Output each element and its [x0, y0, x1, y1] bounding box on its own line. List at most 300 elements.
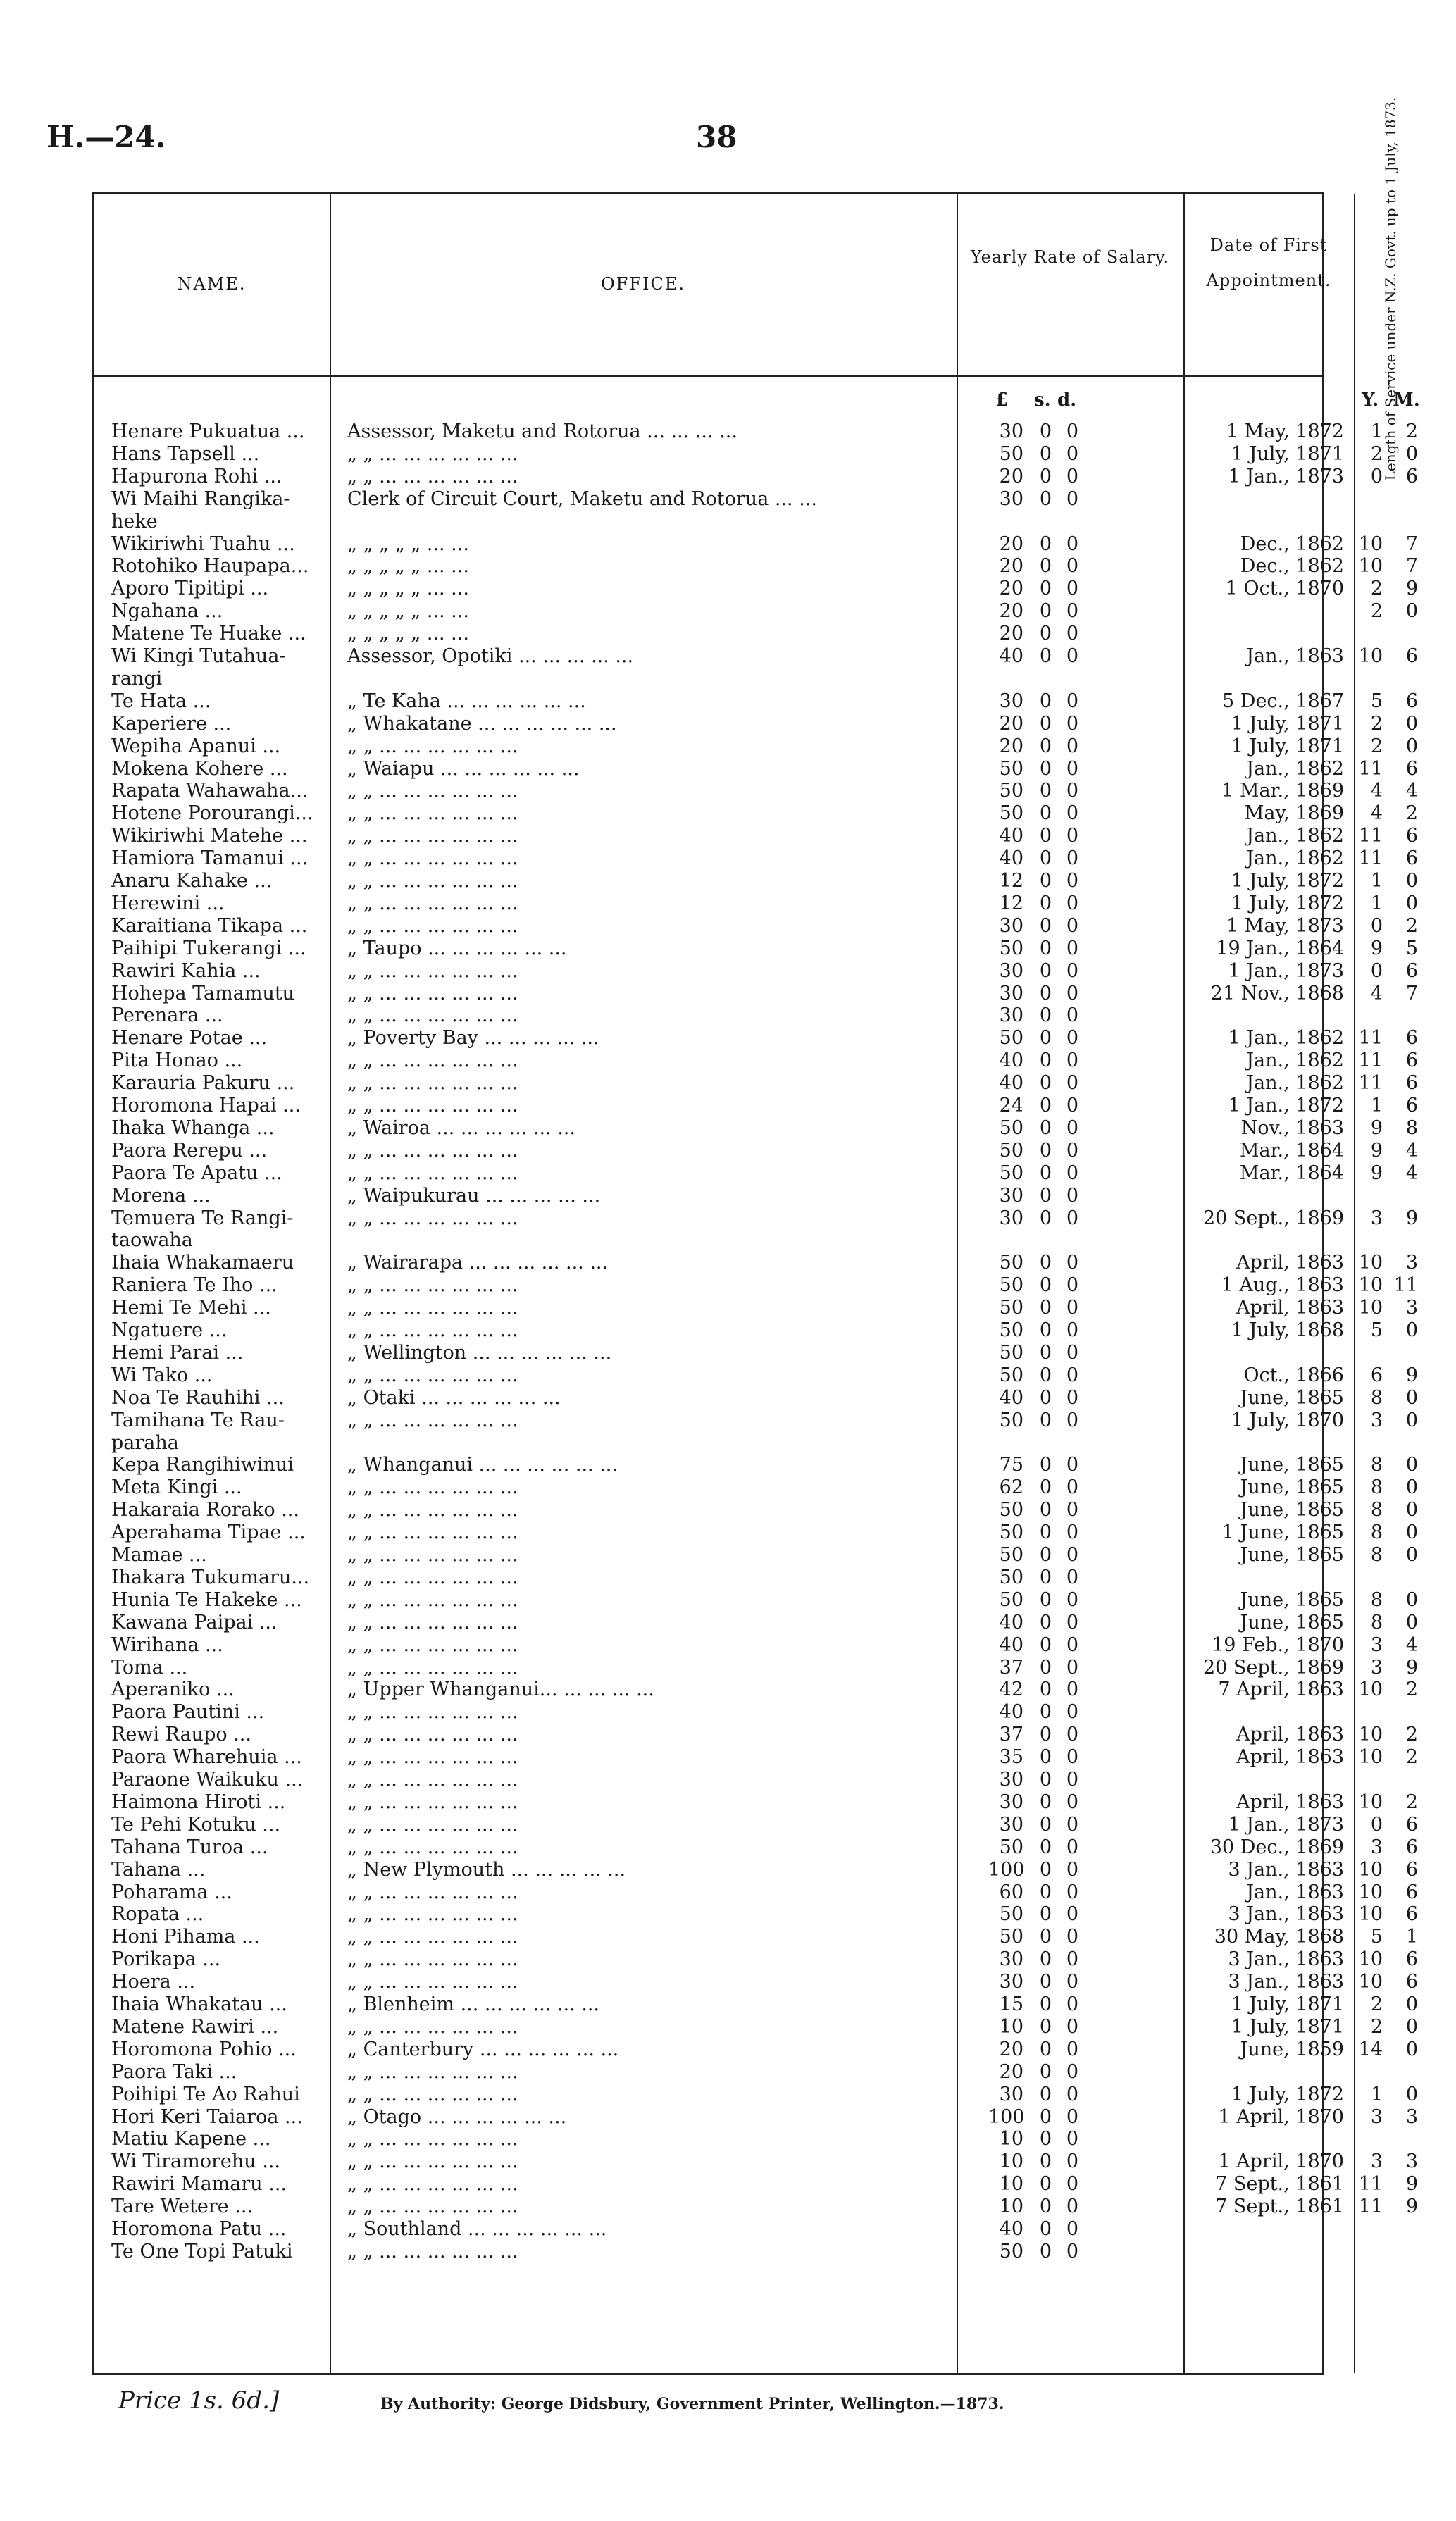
row-name: Tahana ... — [111, 1858, 206, 1881]
row-service-months: 0 — [1405, 1544, 1418, 1566]
unit-pounds: £ — [995, 390, 1009, 411]
row-name: Ihaia Whakatau ... — [111, 1993, 287, 2015]
row-salary-pence: 0 — [1066, 1454, 1078, 1476]
row-salary-pounds: 15 — [999, 1993, 1023, 2015]
row-salary-pence: 0 — [1066, 2038, 1078, 2060]
row-office: „ „ ... ... ... ... ... ... — [347, 780, 518, 802]
row-salary-pence: 0 — [1066, 937, 1078, 959]
row-salary-shillings: 0 — [1039, 1724, 1052, 1746]
row-salary-pounds: 30 — [999, 1769, 1023, 1791]
row-name: Ihaka Whanga ... — [111, 1116, 275, 1139]
row-service-months: 6 — [1405, 757, 1418, 780]
row-appointment-date: June, 1865 — [1240, 1544, 1344, 1566]
row-salary-shillings: 0 — [1039, 780, 1052, 802]
row-salary-pence: 0 — [1066, 690, 1078, 712]
row-service-years: 10 — [1358, 1724, 1383, 1746]
row-name: Ngatuere ... — [111, 1319, 228, 1341]
row-office: „ „ ... ... ... ... ... ... — [347, 1903, 518, 1926]
row-office: „ Wellington ... ... ... ... ... ... — [347, 1341, 612, 1364]
row-name: Matene Rawiri ... — [111, 2015, 279, 2038]
row-salary-pounds: 40 — [999, 1386, 1023, 1409]
row-salary-pence: 0 — [1066, 1499, 1078, 1521]
row-salary-pence: 0 — [1066, 1724, 1078, 1746]
row-office: „ „ ... ... ... ... ... ... — [347, 1791, 518, 1813]
row-name: Mamae ... — [111, 1544, 207, 1566]
row-salary-pence: 0 — [1066, 2173, 1078, 2196]
row-office: „ Poverty Bay ... ... ... ... ... — [347, 1027, 599, 1050]
row-service-years: 8 — [1370, 1476, 1383, 1499]
row-appointment-date: Jan., 1862 — [1246, 825, 1344, 847]
row-salary-pence: 0 — [1066, 2015, 1078, 2038]
row-salary-pence: 0 — [1066, 1095, 1078, 1116]
row-service-years: 0 — [1370, 1813, 1383, 1836]
row-office: „ „ ... ... ... ... ... ... — [347, 1409, 518, 1431]
row-salary-shillings: 0 — [1039, 555, 1052, 578]
row-service-months: 9 — [1405, 1207, 1418, 1229]
row-salary-pence: 0 — [1066, 1116, 1078, 1139]
row-office: „ Whakatane ... ... ... ... ... ... — [347, 712, 617, 735]
row-salary-pence: 0 — [1066, 892, 1078, 914]
row-salary-pounds: 50 — [999, 1274, 1023, 1297]
row-office: „ Waiapu ... ... ... ... ... ... — [347, 757, 580, 780]
row-salary-shillings: 0 — [1039, 1319, 1052, 1341]
row-appointment-date: 30 Dec., 1869 — [1209, 1836, 1344, 1858]
row-salary-pence: 0 — [1066, 1004, 1078, 1027]
row-salary-pounds: 30 — [999, 1813, 1023, 1836]
row-salary-shillings: 0 — [1039, 487, 1052, 510]
row-salary-pence: 0 — [1066, 735, 1078, 757]
price-note: Price 1s. 6d.] — [118, 2386, 280, 2415]
row-service-months: 6 — [1405, 690, 1418, 712]
row-service-months: 2 — [1405, 1791, 1418, 1813]
row-name: Hakaraia Rorako ... — [111, 1499, 299, 1521]
unit-months: M. — [1393, 390, 1420, 411]
row-service-months: 0 — [1405, 600, 1418, 623]
row-name: Hamiora Tamanui ... — [111, 847, 309, 870]
row-name: Karauria Pakuru ... — [111, 1072, 295, 1095]
row-name: Tahana Turoa ... — [111, 1836, 268, 1858]
row-name: Anaru Kahake ... — [111, 870, 273, 892]
row-name: Kepa Rangihiwinui — [111, 1454, 294, 1476]
row-service-years: 9 — [1370, 937, 1383, 959]
row-appointment-date: Jan., 1862 — [1246, 757, 1344, 780]
row-salary-pounds: 30 — [999, 1791, 1023, 1813]
row-name: taowaha — [111, 1229, 193, 1252]
row-appointment-date: 5 Dec., 1867 — [1222, 690, 1344, 712]
row-salary-pence: 0 — [1066, 1948, 1078, 1971]
row-name: Wi Tiramorehu ... — [111, 2150, 280, 2173]
row-service-months: 6 — [1405, 1813, 1418, 1836]
row-salary-shillings: 0 — [1039, 1679, 1052, 1701]
row-name: Hori Keri Taiaroa ... — [111, 2105, 303, 2128]
row-salary-pounds: 20 — [999, 712, 1023, 735]
printer-authority: By Authority: George Didsbury, Government Printer, Wellington.—1873. — [380, 2395, 1004, 2413]
row-service-years: 10 — [1358, 1881, 1383, 1903]
row-office: „ Upper Whanganui... ... ... ... ... — [347, 1679, 654, 1701]
row-name: Horomona Hapai ... — [111, 1095, 301, 1116]
row-appointment-date: Jan., 1862 — [1246, 847, 1344, 870]
row-office: „ „ ... ... ... ... ... ... — [347, 982, 518, 1004]
row-name: Paora Te Apatu ... — [111, 1162, 282, 1184]
row-appointment-date: 1 July, 1868 — [1231, 1319, 1344, 1341]
row-salary-pence: 0 — [1066, 1409, 1078, 1431]
row-service-years: 10 — [1358, 555, 1383, 578]
row-salary-pence: 0 — [1066, 2105, 1078, 2128]
row-salary-pence: 0 — [1066, 623, 1078, 645]
row-salary-shillings: 0 — [1039, 2060, 1052, 2083]
row-name: Morena ... — [111, 1184, 211, 1207]
row-name: Hoera ... — [111, 1971, 196, 1993]
row-office: „ „ ... ... ... ... ... ... — [347, 2173, 518, 2196]
row-office: „ „ ... ... ... ... ... ... — [347, 1633, 518, 1656]
row-salary-pence: 0 — [1066, 421, 1078, 442]
row-appointment-date: 21 Nov., 1868 — [1210, 982, 1344, 1004]
row-salary-pounds: 100 — [988, 1858, 1025, 1881]
row-appointment-date: June, 1865 — [1240, 1499, 1344, 1521]
row-name: Wikiriwhi Tuahu ... — [111, 533, 295, 555]
row-service-years: 10 — [1358, 1971, 1383, 1993]
row-appointment-date: 1 Jan., 1873 — [1228, 1813, 1344, 1836]
row-appointment-date: June, 1865 — [1240, 1386, 1344, 1409]
row-salary-pence: 0 — [1066, 2060, 1078, 2083]
row-salary-pounds: 50 — [999, 1409, 1023, 1431]
page-number: 38 — [696, 120, 738, 154]
row-appointment-date: June, 1865 — [1240, 1454, 1344, 1476]
row-service-months: 6 — [1405, 645, 1418, 667]
row-service-years: 8 — [1370, 1454, 1383, 1476]
row-service-years: 0 — [1370, 465, 1383, 487]
row-appointment-date: 3 Jan., 1863 — [1228, 1948, 1344, 1971]
row-name: Herewini ... — [111, 892, 225, 914]
row-appointment-date: Jan., 1863 — [1246, 645, 1344, 667]
row-service-months: 6 — [1405, 1971, 1418, 1993]
row-salary-shillings: 0 — [1039, 578, 1052, 600]
row-salary-pence: 0 — [1066, 2083, 1078, 2105]
row-service-months: 6 — [1405, 847, 1418, 870]
row-office: „ Southland ... ... ... ... ... ... — [347, 2218, 607, 2240]
row-appointment-date: 19 Jan., 1864 — [1216, 937, 1344, 959]
row-name: Paraone Waikuku ... — [111, 1769, 304, 1791]
row-office: „ „ „ „ „ ... ... — [347, 623, 469, 645]
row-name: rangi — [111, 667, 163, 690]
row-salary-pounds: 50 — [999, 1903, 1023, 1926]
row-salary-shillings: 0 — [1039, 1095, 1052, 1116]
row-service-months: 6 — [1405, 959, 1418, 982]
row-name: Ihakara Tukumaru... — [111, 1566, 310, 1588]
row-salary-pence: 0 — [1066, 982, 1078, 1004]
row-office: „ „ ... ... ... ... ... ... — [347, 914, 518, 937]
row-salary-shillings: 0 — [1039, 2128, 1052, 2150]
row-salary-pence: 0 — [1066, 1588, 1078, 1611]
unit-years: Y. — [1362, 390, 1379, 411]
row-service-months: 0 — [1405, 1993, 1418, 2015]
row-salary-shillings: 0 — [1039, 1926, 1052, 1948]
row-salary-shillings: 0 — [1039, 1341, 1052, 1364]
row-service-years: 11 — [1358, 825, 1383, 847]
row-name: Horomona Pohio ... — [111, 2038, 297, 2060]
row-office: „ „ ... ... ... ... ... ... — [347, 2060, 518, 2083]
row-name: Ropata ... — [111, 1903, 204, 1926]
row-salary-pounds: 50 — [999, 1836, 1023, 1858]
row-salary-pounds: 30 — [999, 1207, 1023, 1229]
row-salary-shillings: 0 — [1039, 2196, 1052, 2218]
row-salary-pence: 0 — [1066, 1184, 1078, 1207]
row-service-years: 8 — [1370, 1544, 1383, 1566]
row-appointment-date: 1 May, 1872 — [1226, 421, 1344, 442]
row-office: „ „ ... ... ... ... ... ... — [347, 1948, 518, 1971]
row-salary-pounds: 40 — [999, 2218, 1023, 2240]
row-service-months: 6 — [1405, 1050, 1418, 1072]
row-salary-pence: 0 — [1066, 465, 1078, 487]
row-office: „ „ ... ... ... ... ... ... — [347, 847, 518, 870]
row-name: Te One Topi Patuki — [111, 2240, 293, 2262]
row-name: Tare Wetere ... — [111, 2196, 254, 2218]
row-salary-shillings: 0 — [1039, 982, 1052, 1004]
row-salary-shillings: 0 — [1039, 2150, 1052, 2173]
row-appointment-date: 20 Sept., 1869 — [1202, 1656, 1344, 1679]
row-name: Ihaia Whakamaeru — [111, 1252, 294, 1274]
row-appointment-date: April, 1863 — [1236, 1252, 1344, 1274]
row-office: „ „ ... ... ... ... ... ... — [347, 1566, 518, 1588]
row-salary-pounds: 30 — [999, 982, 1023, 1004]
row-salary-pounds: 50 — [999, 1926, 1023, 1948]
row-appointment-date: 1 Mar., 1869 — [1221, 780, 1344, 802]
row-salary-pounds: 50 — [999, 1521, 1023, 1544]
row-name: Porikapa ... — [111, 1948, 221, 1971]
row-appointment-date: 1 July, 1871 — [1231, 712, 1344, 735]
row-salary-shillings: 0 — [1039, 1072, 1052, 1095]
row-office: „ Taupo ... ... ... ... ... ... — [347, 937, 567, 959]
row-salary-shillings: 0 — [1039, 1971, 1052, 1993]
row-salary-pounds: 50 — [999, 937, 1023, 959]
row-service-years: 9 — [1370, 1116, 1383, 1139]
row-office: „ Waipukurau ... ... ... ... ... — [347, 1184, 601, 1207]
row-name: Temuera Te Rangi- — [111, 1207, 294, 1229]
row-salary-pounds: 30 — [999, 914, 1023, 937]
row-salary-shillings: 0 — [1039, 937, 1052, 959]
row-salary-pence: 0 — [1066, 1791, 1078, 1813]
row-service-months: 1 — [1405, 1926, 1418, 1948]
row-salary-shillings: 0 — [1039, 1633, 1052, 1656]
row-office: „ „ ... ... ... ... ... ... — [347, 1476, 518, 1499]
row-salary-pence: 0 — [1066, 2196, 1078, 2218]
row-salary-pence: 0 — [1066, 1769, 1078, 1791]
row-service-years: 1 — [1370, 2083, 1383, 2105]
row-service-years: 11 — [1358, 757, 1383, 780]
row-appointment-date: April, 1863 — [1236, 1297, 1344, 1319]
row-appointment-date: 1 April, 1870 — [1218, 2150, 1344, 2173]
row-office: „ „ „ „ „ ... ... — [347, 555, 469, 578]
row-office: „ „ ... ... ... ... ... ... — [347, 1724, 518, 1746]
row-salary-pence: 0 — [1066, 1027, 1078, 1050]
header-ref: H.—24. — [46, 120, 166, 154]
row-appointment-date: May, 1869 — [1244, 802, 1344, 825]
row-service-years: 10 — [1358, 1746, 1383, 1769]
row-service-years: 2 — [1370, 600, 1383, 623]
row-service-months: 6 — [1405, 465, 1418, 487]
row-salary-shillings: 0 — [1039, 1791, 1052, 1813]
row-appointment-date: Oct., 1866 — [1243, 1364, 1344, 1386]
row-name: Wepiha Apanui ... — [111, 735, 281, 757]
row-service-years: 4 — [1370, 982, 1383, 1004]
row-salary-shillings: 0 — [1039, 442, 1052, 465]
row-salary-pence: 0 — [1066, 1319, 1078, 1341]
row-service-years: 10 — [1358, 1903, 1383, 1926]
row-salary-pence: 0 — [1066, 2128, 1078, 2150]
row-service-years: 2 — [1370, 578, 1383, 600]
row-salary-pounds: 50 — [999, 1364, 1023, 1386]
row-salary-pounds: 40 — [999, 1633, 1023, 1656]
row-salary-shillings: 0 — [1039, 2218, 1052, 2240]
row-service-months: 3 — [1405, 1252, 1418, 1274]
row-service-years: 2 — [1370, 1993, 1383, 2015]
row-service-years: 11 — [1358, 1050, 1383, 1072]
row-office: „ „ ... ... ... ... ... ... — [347, 2196, 518, 2218]
row-name: Hunia Te Hakeke ... — [111, 1588, 302, 1611]
row-appointment-date: Dec., 1862 — [1240, 555, 1344, 578]
row-salary-shillings: 0 — [1039, 1993, 1052, 2015]
row-salary-pounds: 40 — [999, 645, 1023, 667]
table-row — [94, 2239, 1326, 2266]
row-salary-pence: 0 — [1066, 1971, 1078, 1993]
row-salary-pence: 0 — [1066, 1858, 1078, 1881]
row-name: Meta Kingi ... — [111, 1476, 242, 1499]
row-salary-shillings: 0 — [1039, 1454, 1052, 1476]
row-salary-shillings: 0 — [1039, 757, 1052, 780]
row-name: Henare Potae ... — [111, 1027, 268, 1050]
row-service-years: 1 — [1370, 870, 1383, 892]
row-salary-pounds: 30 — [999, 959, 1023, 982]
row-salary-shillings: 0 — [1039, 847, 1052, 870]
row-salary-pence: 0 — [1066, 2240, 1078, 2262]
row-salary-pence: 0 — [1066, 1836, 1078, 1858]
row-salary-pence: 0 — [1066, 1341, 1078, 1364]
row-service-years: 4 — [1370, 780, 1383, 802]
row-salary-pounds: 20 — [999, 2060, 1023, 2083]
row-salary-pence: 0 — [1066, 1746, 1078, 1769]
row-salary-shillings: 0 — [1039, 892, 1052, 914]
row-salary-pence: 0 — [1066, 1162, 1078, 1184]
row-name: Hemi Te Mehi ... — [111, 1297, 271, 1319]
row-service-months: 0 — [1405, 1386, 1418, 1409]
row-salary-pounds: 40 — [999, 1611, 1023, 1633]
row-service-years: 10 — [1358, 1252, 1383, 1274]
row-name: Hotene Porourangi... — [111, 802, 313, 825]
row-salary-pounds: 40 — [999, 1701, 1023, 1724]
row-appointment-date: 1 July, 1871 — [1231, 735, 1344, 757]
row-service-years: 3 — [1370, 1207, 1383, 1229]
row-salary-shillings: 0 — [1039, 712, 1052, 735]
row-office: „ „ ... ... ... ... ... ... — [347, 1701, 518, 1724]
row-office: „ „ ... ... ... ... ... ... — [347, 1836, 518, 1858]
row-service-years: 10 — [1358, 533, 1383, 555]
row-service-years: 3 — [1370, 1633, 1383, 1656]
row-salary-pounds: 30 — [999, 421, 1023, 442]
row-appointment-date: Jan., 1862 — [1246, 1072, 1344, 1095]
row-salary-shillings: 0 — [1039, 1409, 1052, 1431]
row-service-years: 10 — [1358, 1791, 1383, 1813]
row-appointment-date: 1 June, 1865 — [1221, 1521, 1344, 1544]
row-service-years: 0 — [1370, 959, 1383, 982]
row-service-years: 4 — [1370, 802, 1383, 825]
row-office: „ „ ... ... ... ... ... ... — [347, 1544, 518, 1566]
row-service-years: 5 — [1370, 690, 1383, 712]
row-salary-pence: 0 — [1066, 1274, 1078, 1297]
row-salary-shillings: 0 — [1039, 802, 1052, 825]
row-service-years: 3 — [1370, 1836, 1383, 1858]
row-appointment-date: Jan., 1862 — [1246, 1050, 1344, 1072]
row-salary-pounds: 50 — [999, 802, 1023, 825]
row-salary-shillings: 0 — [1039, 1611, 1052, 1633]
row-salary-pence: 0 — [1066, 712, 1078, 735]
row-salary-pounds: 40 — [999, 1072, 1023, 1095]
row-service-years: 10 — [1358, 645, 1383, 667]
row-service-years: 2 — [1370, 735, 1383, 757]
row-office: „ „ ... ... ... ... ... ... — [347, 2128, 518, 2150]
row-service-years: 11 — [1358, 2173, 1383, 2196]
row-salary-pounds: 20 — [999, 555, 1023, 578]
row-service-months: 0 — [1405, 1454, 1418, 1476]
row-appointment-date: June, 1865 — [1240, 1611, 1344, 1633]
row-service-years: 10 — [1358, 1679, 1383, 1701]
row-service-years: 8 — [1370, 1588, 1383, 1611]
row-service-months: 0 — [1405, 870, 1418, 892]
row-name: Kawana Paipai ... — [111, 1611, 278, 1633]
row-service-months: 11 — [1393, 1274, 1418, 1297]
row-salary-pence: 0 — [1066, 959, 1078, 982]
row-name: Te Hata ... — [111, 690, 211, 712]
row-salary-pence: 0 — [1066, 2150, 1078, 2173]
row-name: Aporo Tipitipi ... — [111, 578, 269, 600]
row-service-years: 1 — [1370, 1095, 1383, 1116]
row-salary-shillings: 0 — [1039, 2038, 1052, 2060]
row-office: „ „ ... ... ... ... ... ... — [347, 1588, 518, 1611]
row-salary-pence: 0 — [1066, 1701, 1078, 1724]
row-name: Rewi Raupo ... — [111, 1724, 251, 1746]
row-salary-pounds: 42 — [999, 1679, 1023, 1701]
row-salary-shillings: 0 — [1039, 914, 1052, 937]
row-appointment-date: 1 July, 1871 — [1231, 2015, 1344, 2038]
row-name: Raniera Te Iho ... — [111, 1274, 278, 1297]
row-salary-pence: 0 — [1066, 1993, 1078, 2015]
row-service-years: 0 — [1370, 914, 1383, 937]
row-salary-pence: 0 — [1066, 870, 1078, 892]
row-service-years: 10 — [1358, 1858, 1383, 1881]
row-service-years: 3 — [1370, 2150, 1383, 2173]
row-appointment-date: 7 Sept., 1861 — [1215, 2196, 1344, 2218]
row-service-years: 8 — [1370, 1611, 1383, 1633]
row-salary-pounds: 40 — [999, 1050, 1023, 1072]
row-name: Paora Wharehuia ... — [111, 1746, 302, 1769]
row-service-months: 9 — [1405, 1656, 1418, 1679]
row-name: Noa Te Rauhihi ... — [111, 1386, 285, 1409]
row-service-months: 0 — [1405, 1521, 1418, 1544]
row-salary-shillings: 0 — [1039, 1948, 1052, 1971]
row-salary-shillings: 0 — [1039, 690, 1052, 712]
row-salary-shillings: 0 — [1039, 870, 1052, 892]
row-salary-shillings: 0 — [1039, 1813, 1052, 1836]
row-appointment-date: 1 Jan., 1873 — [1228, 959, 1344, 982]
row-appointment-date: June, 1865 — [1240, 1476, 1344, 1499]
row-salary-pounds: 10 — [999, 2128, 1023, 2150]
row-salary-shillings: 0 — [1039, 1588, 1052, 1611]
row-name: Wirihana ... — [111, 1633, 223, 1656]
row-salary-pence: 0 — [1066, 1611, 1078, 1633]
row-salary-pence: 0 — [1066, 555, 1078, 578]
row-salary-pounds: 50 — [999, 1297, 1023, 1319]
row-office: „ Otaki ... ... ... ... ... ... — [347, 1386, 561, 1409]
row-service-months: 9 — [1405, 1364, 1418, 1386]
